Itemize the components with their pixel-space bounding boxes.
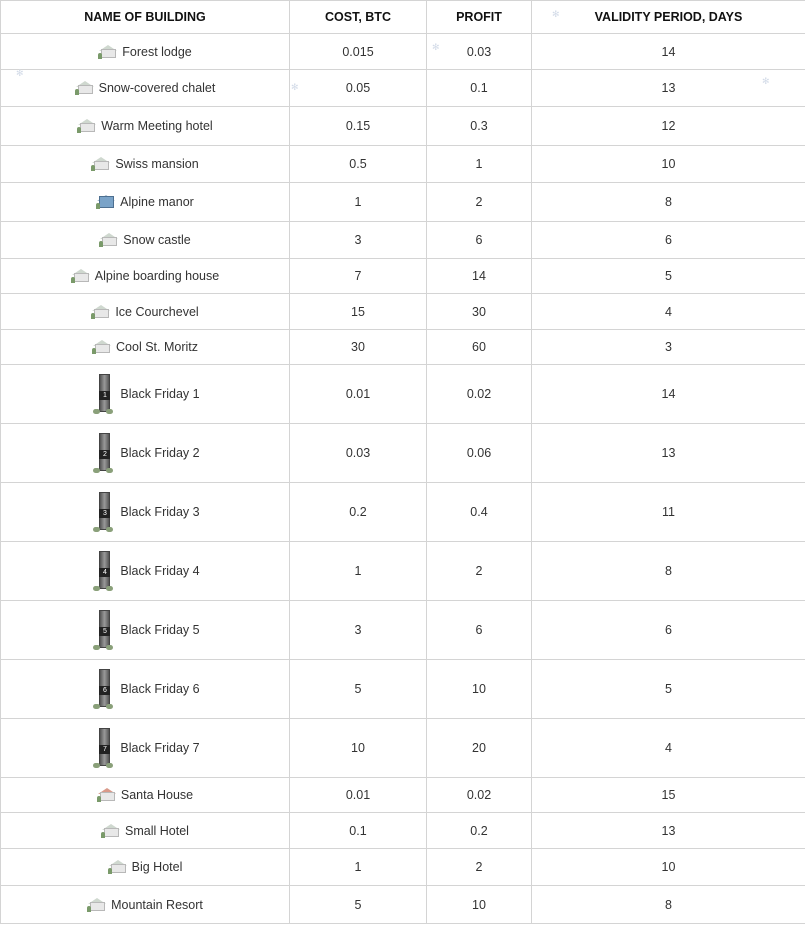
header-name: NAME OF BUILDING [1,1,290,34]
profit-cell: 0.1 [427,70,532,107]
validity-cell: 8 [532,542,805,601]
table-row [1,34,805,70]
building-name: Alpine boarding house [94,269,220,283]
cost-cell: 0.01 [290,778,427,813]
cost-cell: 0.01 [290,365,427,424]
profit-cell: 0.2 [427,813,532,849]
profit-cell: 0.06 [427,424,532,483]
validity-cell: 14 [532,365,805,424]
building-name: Black Friday 6 [120,682,200,696]
chalet-icon [75,81,95,95]
table-row [1,813,805,849]
validity-cell: 13 [532,813,805,849]
cost-cell: 1 [290,542,427,601]
table-row [1,886,805,924]
table-row [1,542,805,601]
cost-cell: 3 [290,601,427,660]
table-row [1,424,805,483]
building-name: Ice Courchevel [115,304,199,319]
cost-cell: 3 [290,222,427,259]
building-name-cell [1,778,290,813]
profit-cell: 2 [427,849,532,886]
building-name: Black Friday 5 [120,623,200,637]
validity-cell: 13 [532,70,805,107]
tower-icon: 4 [90,551,116,591]
building-name-cell [1,183,290,222]
building-name-cell [1,294,290,330]
table-row [1,146,805,183]
forest-lodge-icon [98,45,118,59]
cost-cell: 0.2 [290,483,427,542]
cost-cell: 5 [290,660,427,719]
validity-cell: 4 [532,294,805,330]
building-name: Black Friday 4 [120,564,200,578]
small-hotel-icon [101,824,121,838]
building-name-cell [1,70,290,107]
profit-cell: 2 [427,542,532,601]
header-profit: PROFIT [427,1,532,34]
cost-cell: 10 [290,719,427,778]
snowflake-icon: ✻ [291,82,299,92]
header-validity: VALIDITY PERIOD, DAYS [532,1,805,34]
table-row [1,259,805,294]
profit-cell: 6 [427,601,532,660]
table-row [1,183,805,222]
profit-cell: 14 [427,259,532,294]
validity-cell: 11 [532,483,805,542]
tower-icon: 5 [90,610,116,650]
profit-cell: 30 [427,294,532,330]
boarding-house-icon [71,269,91,283]
table-header-row [1,1,805,34]
table-row [1,719,805,778]
cost-cell: 15 [290,294,427,330]
cost-cell: 5 [290,886,427,924]
validity-cell: 14 [532,34,805,70]
building-name-cell [1,107,290,146]
profit-cell: 60 [427,330,532,365]
validity-cell: 15 [532,778,805,813]
profit-cell: 10 [427,660,532,719]
table-row [1,849,805,886]
validity-cell: 6 [532,222,805,259]
building-name-cell [1,34,290,70]
tower-icon: 7 [90,728,116,768]
validity-cell: 8 [532,183,805,222]
cost-cell: 1 [290,183,427,222]
cost-cell: 0.5 [290,146,427,183]
ice-courchevel-icon [91,305,111,319]
profit-cell: 1 [427,146,532,183]
building-name-cell [1,886,290,924]
validity-cell: 5 [532,660,805,719]
table-row [1,330,805,365]
table-row [1,222,805,259]
table-row [1,601,805,660]
cost-cell: 0.05 [290,70,427,107]
table-row [1,70,805,107]
building-name-cell [1,146,290,183]
building-name: Cool St. Moritz [116,340,198,354]
profit-cell: 0.02 [427,778,532,813]
building-name: Big Hotel [131,860,183,874]
building-name: Black Friday 2 [120,446,200,460]
table-row [1,107,805,146]
building-name-cell [1,849,290,886]
cost-cell: 30 [290,330,427,365]
building-name: Snow castle [123,233,191,247]
building-name-cell [1,542,290,601]
santa-house-icon [97,788,117,802]
manor-icon [96,195,116,209]
validity-cell: 10 [532,849,805,886]
building-name: Warm Meeting hotel [101,119,213,133]
castle-icon [99,233,119,247]
snowflake-icon: ✻ [16,68,24,78]
validity-cell: 12 [532,107,805,146]
table-row [1,365,805,424]
tower-icon: 6 [90,669,116,709]
building-name-cell [1,330,290,365]
building-name: Swiss mansion [115,157,199,171]
snowflake-icon: ✻ [762,76,770,86]
building-name-cell [1,259,290,294]
mansion-icon [91,157,111,171]
validity-cell: 8 [532,886,805,924]
validity-cell: 10 [532,146,805,183]
building-name-cell [1,424,290,483]
validity-cell: 6 [532,601,805,660]
validity-cell: 3 [532,330,805,365]
cost-cell: 0.015 [290,34,427,70]
cost-cell: 0.15 [290,107,427,146]
validity-cell: 13 [532,424,805,483]
building-name: Small Hotel [125,823,189,838]
tower-icon: 1 [90,374,116,414]
building-name: Black Friday 7 [120,741,200,755]
profit-cell: 0.3 [427,107,532,146]
table-row [1,294,805,330]
cost-cell: 7 [290,259,427,294]
building-name-cell [1,483,290,542]
building-name: Snow-covered chalet [98,81,216,95]
building-name: Santa House [120,788,194,802]
snowflake-icon: ✻ [432,42,440,52]
building-name: Black Friday 3 [120,505,200,519]
building-name-cell [1,365,290,424]
building-name-cell [1,719,290,778]
building-name: Forest lodge [122,44,192,59]
big-hotel-icon [108,860,128,874]
table-row [1,660,805,719]
table-row [1,778,805,813]
st-moritz-icon [92,340,112,354]
profit-cell: 10 [427,886,532,924]
cost-cell: 0.1 [290,813,427,849]
building-name-cell [1,813,290,849]
tower-icon: 2 [90,433,116,473]
validity-cell: 5 [532,259,805,294]
building-name-cell [1,660,290,719]
validity-cell: 4 [532,719,805,778]
profit-cell: 2 [427,183,532,222]
building-name: Black Friday 1 [120,387,200,401]
tower-icon: 3 [90,492,116,532]
building-name: Alpine manor [120,195,194,209]
profit-cell: 20 [427,719,532,778]
cost-cell: 1 [290,849,427,886]
building-name-cell [1,222,290,259]
profit-cell: 0.4 [427,483,532,542]
profit-cell: 0.02 [427,365,532,424]
profit-cell: 6 [427,222,532,259]
profit-cell: 0.03 [427,34,532,70]
building-name: Mountain Resort [111,897,203,912]
table-row [1,483,805,542]
mountain-resort-icon [87,898,107,912]
snowflake-icon: ✻ [552,9,560,19]
hotel-icon [77,119,97,133]
cost-cell: 0.03 [290,424,427,483]
building-name-cell [1,601,290,660]
header-cost: COST, BTC [290,1,427,34]
